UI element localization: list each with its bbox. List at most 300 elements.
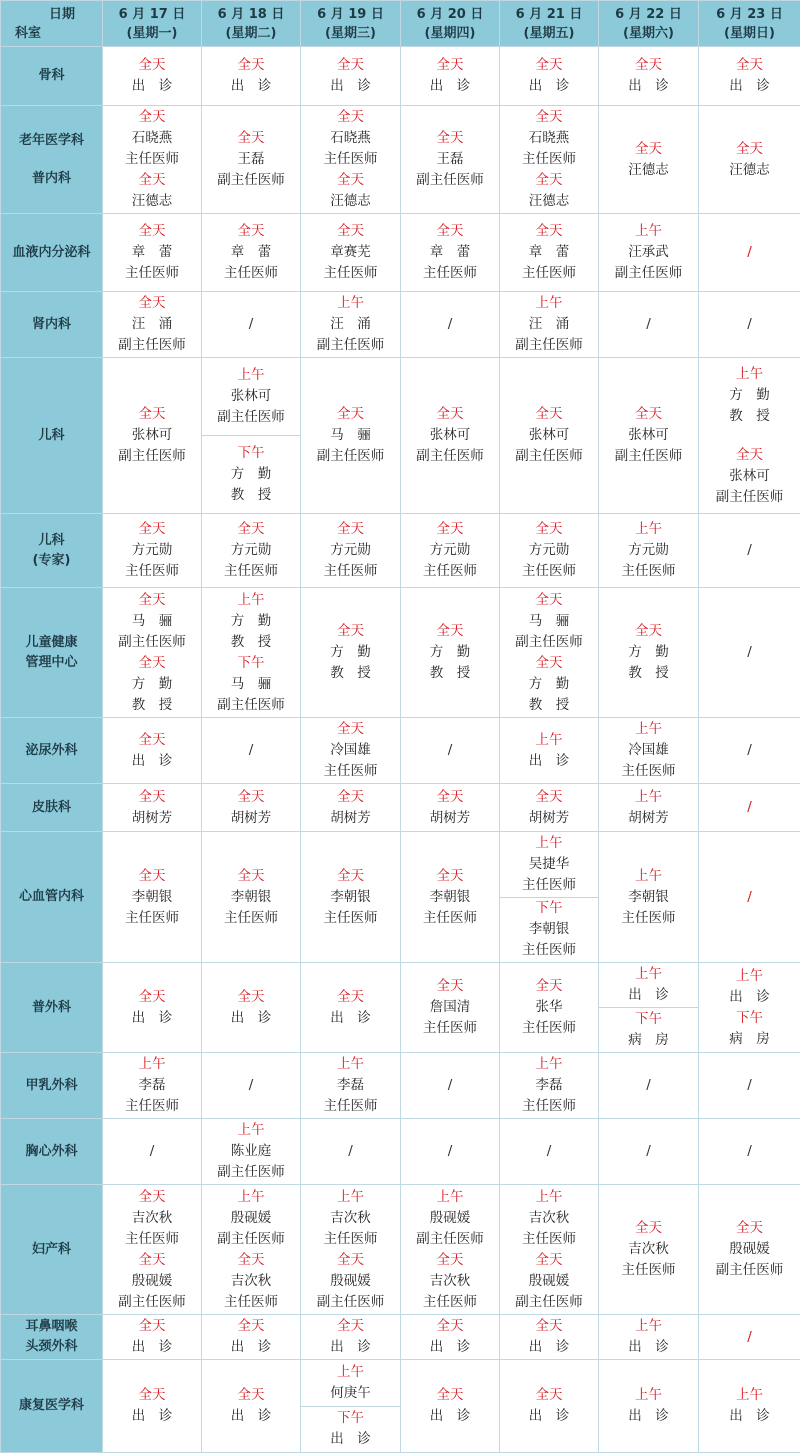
department-name: 肾内科 xyxy=(1,315,102,335)
clinic-slot xyxy=(103,866,201,929)
doctor-title: 副主任医师 xyxy=(118,1292,186,1313)
doctor-title: 副主任医师 xyxy=(118,632,186,653)
corner-dept-label: 科室 xyxy=(1,24,102,43)
schedule-cell xyxy=(699,832,800,963)
doctor-title: 副主任医师 xyxy=(615,446,683,467)
schedule-cell xyxy=(699,292,800,358)
no-clinic-mark: / xyxy=(448,742,453,758)
no-clinic-mark: / xyxy=(747,1329,752,1345)
department-name: 老年医学科 xyxy=(1,131,102,151)
header-row xyxy=(1,1,800,47)
doctor-name: 出 诊 xyxy=(729,987,770,1008)
doctor-title: 主任医师 xyxy=(522,875,576,896)
period-label: 全天 xyxy=(736,55,763,76)
no-clinic-mark: / xyxy=(448,1077,453,1093)
doctor-name: 石晓燕 xyxy=(132,128,173,149)
schedule-cell xyxy=(500,963,599,1053)
doctor-title: 主任医师 xyxy=(224,1292,278,1313)
schedule-cell xyxy=(500,1315,599,1360)
schedule-cell xyxy=(103,832,202,963)
doctor-title: 主任医师 xyxy=(622,561,676,582)
schedule-cell xyxy=(599,1185,699,1315)
department-cell xyxy=(1,1119,103,1185)
doctor-name: 李朝银 xyxy=(529,919,570,940)
schedule-cell xyxy=(699,214,800,292)
doctor-title: 主任医师 xyxy=(622,908,676,929)
schedule-cell xyxy=(301,1185,401,1315)
period-label: 全天 xyxy=(437,55,464,76)
doctor-name: 出 诊 xyxy=(330,76,371,97)
period-label: 全天 xyxy=(736,445,763,466)
department-name: 血液内分泌科 xyxy=(1,243,102,263)
doctor-name: 出 诊 xyxy=(132,76,173,97)
clinic-slot xyxy=(401,55,499,97)
clinic-slot xyxy=(500,404,598,467)
clinic-slot xyxy=(500,1316,598,1358)
doctor-name: 出 诊 xyxy=(529,751,570,772)
clinic-slot xyxy=(202,55,300,97)
schedule-cell xyxy=(500,588,599,718)
schedule-cell xyxy=(202,1185,301,1315)
table-row xyxy=(1,47,800,106)
department-cell xyxy=(1,514,103,588)
clinic-slot xyxy=(500,897,598,963)
doctor-title: 副主任医师 xyxy=(716,1260,784,1281)
schedule-cell xyxy=(301,358,401,514)
period-label: 全天 xyxy=(437,1316,464,1337)
day-weekday: (星期四) xyxy=(401,24,499,43)
schedule-cell xyxy=(500,1360,599,1453)
period-label: 全天 xyxy=(337,519,364,540)
schedule-cell xyxy=(699,1360,800,1453)
table-row xyxy=(1,1360,800,1453)
schedule-cell xyxy=(202,1053,301,1119)
schedule-cell xyxy=(202,292,301,358)
schedule-cell xyxy=(103,514,202,588)
department-cell xyxy=(1,963,103,1053)
doctor-name: 汪 涌 xyxy=(529,314,570,335)
clinic-slot xyxy=(401,866,499,929)
schedule-cell xyxy=(103,214,202,292)
doctor-title: 主任医师 xyxy=(423,1018,477,1039)
day-weekday: (星期三) xyxy=(301,24,400,43)
doctor-title: 副主任医师 xyxy=(217,407,285,428)
period-label: 全天 xyxy=(139,55,166,76)
clinic-slot xyxy=(103,55,201,97)
period-label: 全天 xyxy=(139,1187,166,1208)
clinic-slot xyxy=(699,1218,800,1281)
clinic-slot xyxy=(500,730,598,772)
clinic-slot xyxy=(301,55,400,97)
schedule-cell xyxy=(401,292,500,358)
doctor-name: 李朝银 xyxy=(330,887,371,908)
department-cell xyxy=(1,1053,103,1119)
clinic-slot xyxy=(401,1385,499,1427)
doctor-name: 张林可 xyxy=(231,386,272,407)
clinic-slot xyxy=(500,787,598,829)
schedule-cell xyxy=(599,1360,699,1453)
schedule-cell xyxy=(699,784,800,832)
day-date: 6 月 22 日 xyxy=(599,5,698,24)
clinic-slot xyxy=(202,358,300,435)
clinic-slot xyxy=(301,719,400,782)
clinic-slot xyxy=(500,590,598,653)
table-row xyxy=(1,784,800,832)
clinic-slot xyxy=(103,1250,201,1313)
doctor-name: 章赛芜 xyxy=(330,242,371,263)
table-row xyxy=(1,292,800,358)
department-cell xyxy=(1,1315,103,1360)
clinic-slot xyxy=(699,1008,800,1050)
schedule-cell xyxy=(301,292,401,358)
period-label: 下午 xyxy=(736,1008,763,1029)
department-name: 康复医学科 xyxy=(1,1396,102,1416)
period-label: 上午 xyxy=(736,364,763,385)
schedule-cell xyxy=(599,1053,699,1119)
clinic-slot xyxy=(202,653,300,716)
clinic-slot xyxy=(103,987,201,1029)
schedule-cell xyxy=(599,1315,699,1360)
schedule-cell xyxy=(699,718,800,784)
clinic-slot xyxy=(401,221,499,284)
schedule-cell xyxy=(500,47,599,106)
schedule-cell xyxy=(500,718,599,784)
schedule-cell xyxy=(500,358,599,514)
schedule-cell xyxy=(103,358,202,514)
schedule-cell xyxy=(103,292,202,358)
doctor-name: 出 诊 xyxy=(132,1337,173,1358)
doctor-title: 副主任医师 xyxy=(317,446,385,467)
clinic-slot xyxy=(301,621,400,684)
period-label: 全天 xyxy=(139,293,166,314)
clinic-slot xyxy=(202,435,300,513)
doctor-name: 马 骊 xyxy=(529,611,570,632)
doctor-name: 李朝银 xyxy=(132,887,173,908)
doctor-name: 病 房 xyxy=(729,1029,770,1050)
doctor-name: 胡树芳 xyxy=(132,808,173,829)
doctor-name: 出 诊 xyxy=(330,1008,371,1029)
clinic-slot xyxy=(202,590,300,653)
period-label: 全天 xyxy=(536,519,563,540)
doctor-name: 胡树芳 xyxy=(330,808,371,829)
day-header xyxy=(202,1,301,47)
clinic-slot xyxy=(301,1187,400,1250)
doctor-name: 王磊 xyxy=(437,149,464,170)
period-label: 全天 xyxy=(337,719,364,740)
doctor-title: 主任医师 xyxy=(125,263,179,284)
period-label: 上午 xyxy=(238,1120,265,1141)
doctor-name: 张林可 xyxy=(729,466,770,487)
doctor-name: 出 诊 xyxy=(231,1008,272,1029)
doctor-name: 冷国雄 xyxy=(330,740,371,761)
day-header xyxy=(500,1,599,47)
clinic-slot xyxy=(699,966,800,1008)
period-label: 全天 xyxy=(437,621,464,642)
doctor-name: 章 蕾 xyxy=(231,242,272,263)
clinic-slot xyxy=(500,653,598,716)
clinic-slot xyxy=(202,1316,300,1358)
period-label: 上午 xyxy=(238,365,265,386)
doctor-name: 张华 xyxy=(536,997,563,1018)
period-label: 全天 xyxy=(337,170,364,191)
doctor-name: 吉次秋 xyxy=(628,1239,669,1260)
schedule-cell xyxy=(301,1360,401,1453)
period-label: 全天 xyxy=(337,1316,364,1337)
period-label: 全天 xyxy=(437,1385,464,1406)
department-name: 普外科 xyxy=(1,998,102,1018)
clinic-slot xyxy=(202,1187,300,1250)
schedule-cell xyxy=(103,1053,202,1119)
doctor-title: 副主任医师 xyxy=(515,1292,583,1313)
clinic-slot xyxy=(599,963,698,1007)
doctor-name: 汪德志 xyxy=(729,160,770,181)
doctor-name: 冷国雄 xyxy=(628,740,669,761)
table-row xyxy=(1,1185,800,1315)
schedule-cell xyxy=(401,1185,500,1315)
schedule-body xyxy=(1,47,800,1453)
schedule-cell xyxy=(103,718,202,784)
period-label: 全天 xyxy=(437,221,464,242)
clinic-slot xyxy=(401,976,499,1039)
schedule-cell xyxy=(202,1315,301,1360)
department-name: 妇产科 xyxy=(1,1240,102,1260)
period-label: 全天 xyxy=(437,1250,464,1271)
schedule-cell xyxy=(599,784,699,832)
clinic-slot xyxy=(500,170,598,212)
clinic-slot xyxy=(599,404,698,467)
period-label: 全天 xyxy=(437,519,464,540)
period-label: 全天 xyxy=(238,1385,265,1406)
clinic-slot xyxy=(500,832,598,897)
period-label: 全天 xyxy=(736,139,763,160)
day-weekday: (星期五) xyxy=(500,24,598,43)
period-label: 上午 xyxy=(736,1385,763,1406)
period-label: 全天 xyxy=(437,128,464,149)
doctor-name: 吉次秋 xyxy=(330,1208,371,1229)
period-label: 全天 xyxy=(238,55,265,76)
day-weekday: (星期六) xyxy=(599,24,698,43)
doctor-name: 胡树芳 xyxy=(628,808,669,829)
no-clinic-mark: / xyxy=(747,889,752,905)
doctor-name: 方 勤 xyxy=(231,611,272,632)
schedule-cell xyxy=(401,106,500,214)
clinic-slot xyxy=(202,787,300,829)
schedule-cell xyxy=(301,832,401,963)
doctor-title: 教 授 xyxy=(231,485,272,506)
schedule-cell xyxy=(599,588,699,718)
doctor-title: 主任医师 xyxy=(423,263,477,284)
schedule-cell xyxy=(301,514,401,588)
no-clinic-mark: / xyxy=(747,742,752,758)
doctor-title: 主任医师 xyxy=(224,263,278,284)
clinic-slot xyxy=(103,293,201,356)
period-label: 上午 xyxy=(635,866,662,887)
period-label: 全天 xyxy=(536,653,563,674)
period-label: 全天 xyxy=(536,976,563,997)
clinic-slot xyxy=(401,621,499,684)
clinic-slot xyxy=(401,1187,499,1250)
doctor-name: 出 诊 xyxy=(529,76,570,97)
schedule-cell xyxy=(500,832,599,963)
clinic-slot xyxy=(599,1007,698,1052)
clinic-slot xyxy=(301,107,400,170)
doctor-title: 副主任医师 xyxy=(515,446,583,467)
doctor-name: 出 诊 xyxy=(729,1406,770,1427)
doctor-name: 方元勋 xyxy=(132,540,173,561)
doctor-name: 殷砚媛 xyxy=(231,1208,272,1229)
doctor-title: 主任医师 xyxy=(622,761,676,782)
period-label: 全天 xyxy=(139,1316,166,1337)
clinic-slot xyxy=(500,293,598,356)
doctor-title: 副主任医师 xyxy=(416,170,484,191)
doctor-name: 胡树芳 xyxy=(430,808,471,829)
period-label: 全天 xyxy=(238,866,265,887)
no-clinic-mark: / xyxy=(150,1143,155,1159)
doctor-name: 胡树芳 xyxy=(529,808,570,829)
doctor-title: 副主任医师 xyxy=(317,335,385,356)
table-row xyxy=(1,214,800,292)
doctor-title: 主任医师 xyxy=(324,149,378,170)
period-label: 全天 xyxy=(337,55,364,76)
doctor-name: 吉次秋 xyxy=(132,1208,173,1229)
period-label: 全天 xyxy=(437,976,464,997)
clinic-slot xyxy=(699,55,800,97)
day-date: 6 月 17 日 xyxy=(103,5,201,24)
schedule-cell xyxy=(599,832,699,963)
doctor-title: 副主任医师 xyxy=(118,446,186,467)
day-date: 6 月 20 日 xyxy=(401,5,499,24)
schedule-cell xyxy=(500,514,599,588)
period-label: 下午 xyxy=(337,1408,364,1429)
doctor-name: 出 诊 xyxy=(430,1337,471,1358)
period-label: 上午 xyxy=(536,293,563,314)
doctor-name: 李磊 xyxy=(337,1075,364,1096)
doctor-name: 方 勤 xyxy=(231,464,272,485)
table-row xyxy=(1,832,800,963)
schedule-cell xyxy=(103,784,202,832)
doctor-name: 章 蕾 xyxy=(132,242,173,263)
doctor-name: 李朝银 xyxy=(628,887,669,908)
period-label: 上午 xyxy=(238,1187,265,1208)
doctor-title: 主任医师 xyxy=(423,908,477,929)
period-label: 全天 xyxy=(635,404,662,425)
clinic-slot xyxy=(599,621,698,684)
period-label: 上午 xyxy=(635,787,662,808)
schedule-cell xyxy=(500,1185,599,1315)
doctor-name: 张林可 xyxy=(628,425,669,446)
clinic-slot xyxy=(500,55,598,97)
schedule-cell xyxy=(401,214,500,292)
doctor-name: 方 勤 xyxy=(430,642,471,663)
department-name: 皮肤科 xyxy=(1,798,102,818)
schedule-cell xyxy=(301,1119,401,1185)
department-name: 甲乳外科 xyxy=(1,1076,102,1096)
period-label: 下午 xyxy=(635,1009,662,1030)
period-label: 全天 xyxy=(536,404,563,425)
doctor-title: 教 授 xyxy=(231,632,272,653)
clinic-slot xyxy=(500,221,598,284)
doctor-title: 副主任医师 xyxy=(416,1229,484,1250)
period-label: 上午 xyxy=(736,966,763,987)
period-label: 上午 xyxy=(337,293,364,314)
doctor-title: 主任医师 xyxy=(324,1229,378,1250)
clinic-slot xyxy=(301,1054,400,1117)
doctor-name: 汪德志 xyxy=(628,160,669,181)
day-weekday: (星期一) xyxy=(103,24,201,43)
schedule-cell xyxy=(500,292,599,358)
doctor-title: 副主任医师 xyxy=(515,632,583,653)
schedule-cell xyxy=(103,1119,202,1185)
schedule-cell xyxy=(103,106,202,214)
period-label: 全天 xyxy=(139,866,166,887)
period-label: 上午 xyxy=(437,1187,464,1208)
doctor-title: 主任医师 xyxy=(224,561,278,582)
department-cell xyxy=(1,1360,103,1453)
doctor-name: 汪德志 xyxy=(132,191,173,212)
no-clinic-mark: / xyxy=(747,799,752,815)
clinic-slot xyxy=(103,221,201,284)
clinic-slot xyxy=(301,221,400,284)
no-clinic-mark: / xyxy=(747,244,752,260)
period-label: 全天 xyxy=(139,170,166,191)
clinic-slot xyxy=(103,404,201,467)
doctor-name: 张林可 xyxy=(132,425,173,446)
schedule-cell xyxy=(301,718,401,784)
no-clinic-mark: / xyxy=(747,1077,752,1093)
table-row xyxy=(1,1053,800,1119)
period-label: 全天 xyxy=(337,621,364,642)
clinic-slot xyxy=(301,519,400,582)
day-header xyxy=(301,1,401,47)
period-label: 全天 xyxy=(139,404,166,425)
doctor-title: 主任医师 xyxy=(423,1292,477,1313)
schedule-cell xyxy=(301,784,401,832)
doctor-name: 马 骊 xyxy=(132,611,173,632)
clinic-slot xyxy=(699,445,800,508)
doctor-name: 方元勋 xyxy=(628,540,669,561)
schedule-cell xyxy=(401,1315,500,1360)
period-label: 全天 xyxy=(337,987,364,1008)
clinic-slot xyxy=(103,787,201,829)
period-label: 上午 xyxy=(337,1187,364,1208)
doctor-name: 出 诊 xyxy=(330,1429,371,1450)
period-label: 全天 xyxy=(536,1316,563,1337)
department-name: 心血管内科 xyxy=(1,887,102,907)
period-label: 全天 xyxy=(536,590,563,611)
clinic-slot xyxy=(103,170,201,212)
doctor-name: 出 诊 xyxy=(231,1337,272,1358)
doctor-name: 出 诊 xyxy=(729,76,770,97)
period-label: 全天 xyxy=(337,404,364,425)
no-clinic-mark: / xyxy=(646,316,651,332)
schedule-cell xyxy=(699,47,800,106)
schedule-cell xyxy=(103,963,202,1053)
schedule-cell xyxy=(103,588,202,718)
clinic-slot xyxy=(301,866,400,929)
schedule-cell xyxy=(500,214,599,292)
period-label: 全天 xyxy=(139,519,166,540)
doctor-title: 主任医师 xyxy=(522,263,576,284)
doctor-name: 张林可 xyxy=(430,425,471,446)
department-cell xyxy=(1,832,103,963)
schedule-cell xyxy=(599,358,699,514)
doctor-name: 出 诊 xyxy=(529,1406,570,1427)
doctor-title: 副主任医师 xyxy=(118,335,186,356)
schedule-cell xyxy=(599,214,699,292)
table-row xyxy=(1,1119,800,1185)
clinic-slot xyxy=(103,653,201,716)
clinic-slot xyxy=(202,1385,300,1427)
